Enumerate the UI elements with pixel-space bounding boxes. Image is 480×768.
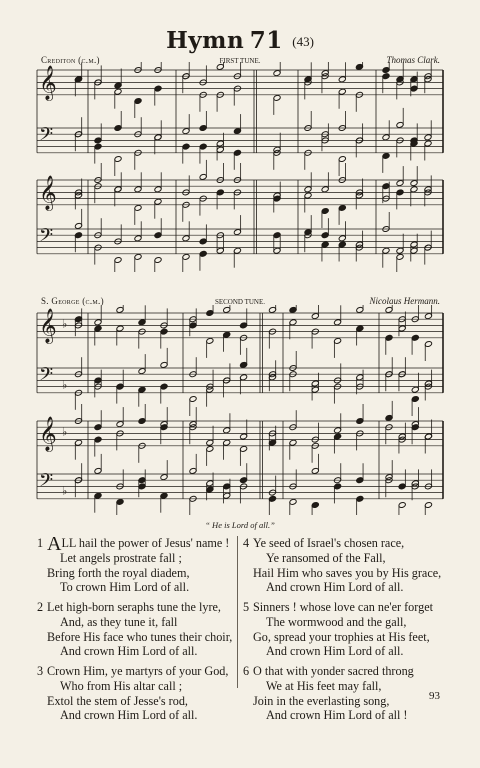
treble-clef-icon: 𝄞 [39,308,57,344]
flat-icon: ♭ [62,317,68,331]
verse-number: 5 [243,600,250,614]
verse-number: 6 [243,664,250,678]
verse-line: Bring forth the royal diadem, [47,565,190,580]
column-divider [237,536,238,688]
verse-number: 4 [243,536,250,550]
verse-line: Let high-born seraphs tune the lyre, [47,600,221,614]
verse-4 [243,536,448,595]
verse-line: Ye seed of Israel's chosen race, [253,536,405,550]
verse-number: 1 [37,536,44,550]
verse-3 [37,664,237,723]
bass-clef-icon: 𝄢 [39,470,54,496]
flat-icon: ♭ [62,484,68,498]
verse-line: And crown Him Lord of all. [266,580,404,595]
flat-icon: ♭ [62,378,68,392]
verse-line: And crown Him Lord of all ! [266,708,408,723]
tune-2-label: SECOND TUNE. [214,298,266,306]
verse-line: To crown Him Lord of all. [60,580,190,595]
hymn-label: Hymn [166,27,245,54]
verse-1 [37,533,237,595]
clef-icons [39,308,67,497]
verse-column-left [37,533,237,723]
flat-icon: ♭ [62,425,68,439]
verse-line: Let angels prostrate fall ; [60,550,182,565]
verse-line: Crown Him, ye martyrs of your God, [47,664,229,678]
verse-line: Join in the everlasting song, [253,693,390,708]
verse-line: And crown Him Lord of all. [60,644,198,659]
tune-2-composer: Nicolaus Hermann. [369,296,440,306]
bass-clef-icon: 𝄢 [39,225,54,251]
hymn-number: 71 [249,27,283,54]
verse-line: And crown Him Lord of all. [60,708,198,723]
bass-clef-icon: 𝄢 [39,364,54,390]
tune-1-label: FIRST TUNE. [219,57,261,65]
refrain-note: “ He is Lord of all.” [205,520,275,530]
tune-2-name: S. George (c.m.) [41,296,104,306]
tune-1-score [0,62,480,272]
treble-clef-icon: 𝄞 [39,175,57,211]
page-number: 93 [429,690,440,702]
music-notes [74,62,432,272]
alt-hymn-number: (43) [292,34,314,49]
verse-line: Ye ransomed of the Fall, [266,550,386,565]
verse-line-text: LL hail the power of Jesus' name ! [61,536,230,550]
verse-2 [37,600,237,659]
verse-line: Who from His altar call ; [60,678,183,693]
verse-line: And crown Him Lord of all. [266,644,404,659]
drop-cap: A [47,533,62,555]
verse-5 [243,600,448,659]
verse-line [47,533,230,555]
verse-number: 3 [37,664,44,678]
verse-line: Extol the stem of Jesse's rod, [47,693,188,708]
tune-2-score [0,305,480,515]
music-staves [37,70,443,254]
verse-line: We at His feet may fall, [266,678,382,693]
treble-clef-icon: 𝄞 [39,416,57,452]
verse-line: And, as they tune it, fall [60,614,178,629]
clef-icons [39,65,57,250]
verse-line: Hail Him who saves you by His grace, [253,565,442,580]
tune-1-composer: Thomas Clark. [386,55,440,65]
verse-line: Sinners ! whose love can ne'er forget [253,600,433,614]
hymn-title [0,28,480,55]
verse-line: Go, spread your trophies at His feet, [253,629,430,644]
verse-line: Before His face who tunes their choir, [47,629,233,644]
bass-clef-icon: 𝄢 [39,124,54,150]
verse-number: 2 [37,600,44,614]
treble-clef-icon: 𝄞 [39,65,57,101]
verse-line: O that with yonder sacred throng [253,664,414,678]
verse-column-right [243,536,448,723]
verse-line: The wormwood and the gall, [266,614,407,629]
tune-1-name: Crediton (c.m.) [41,55,100,65]
verse-6 [243,664,448,723]
